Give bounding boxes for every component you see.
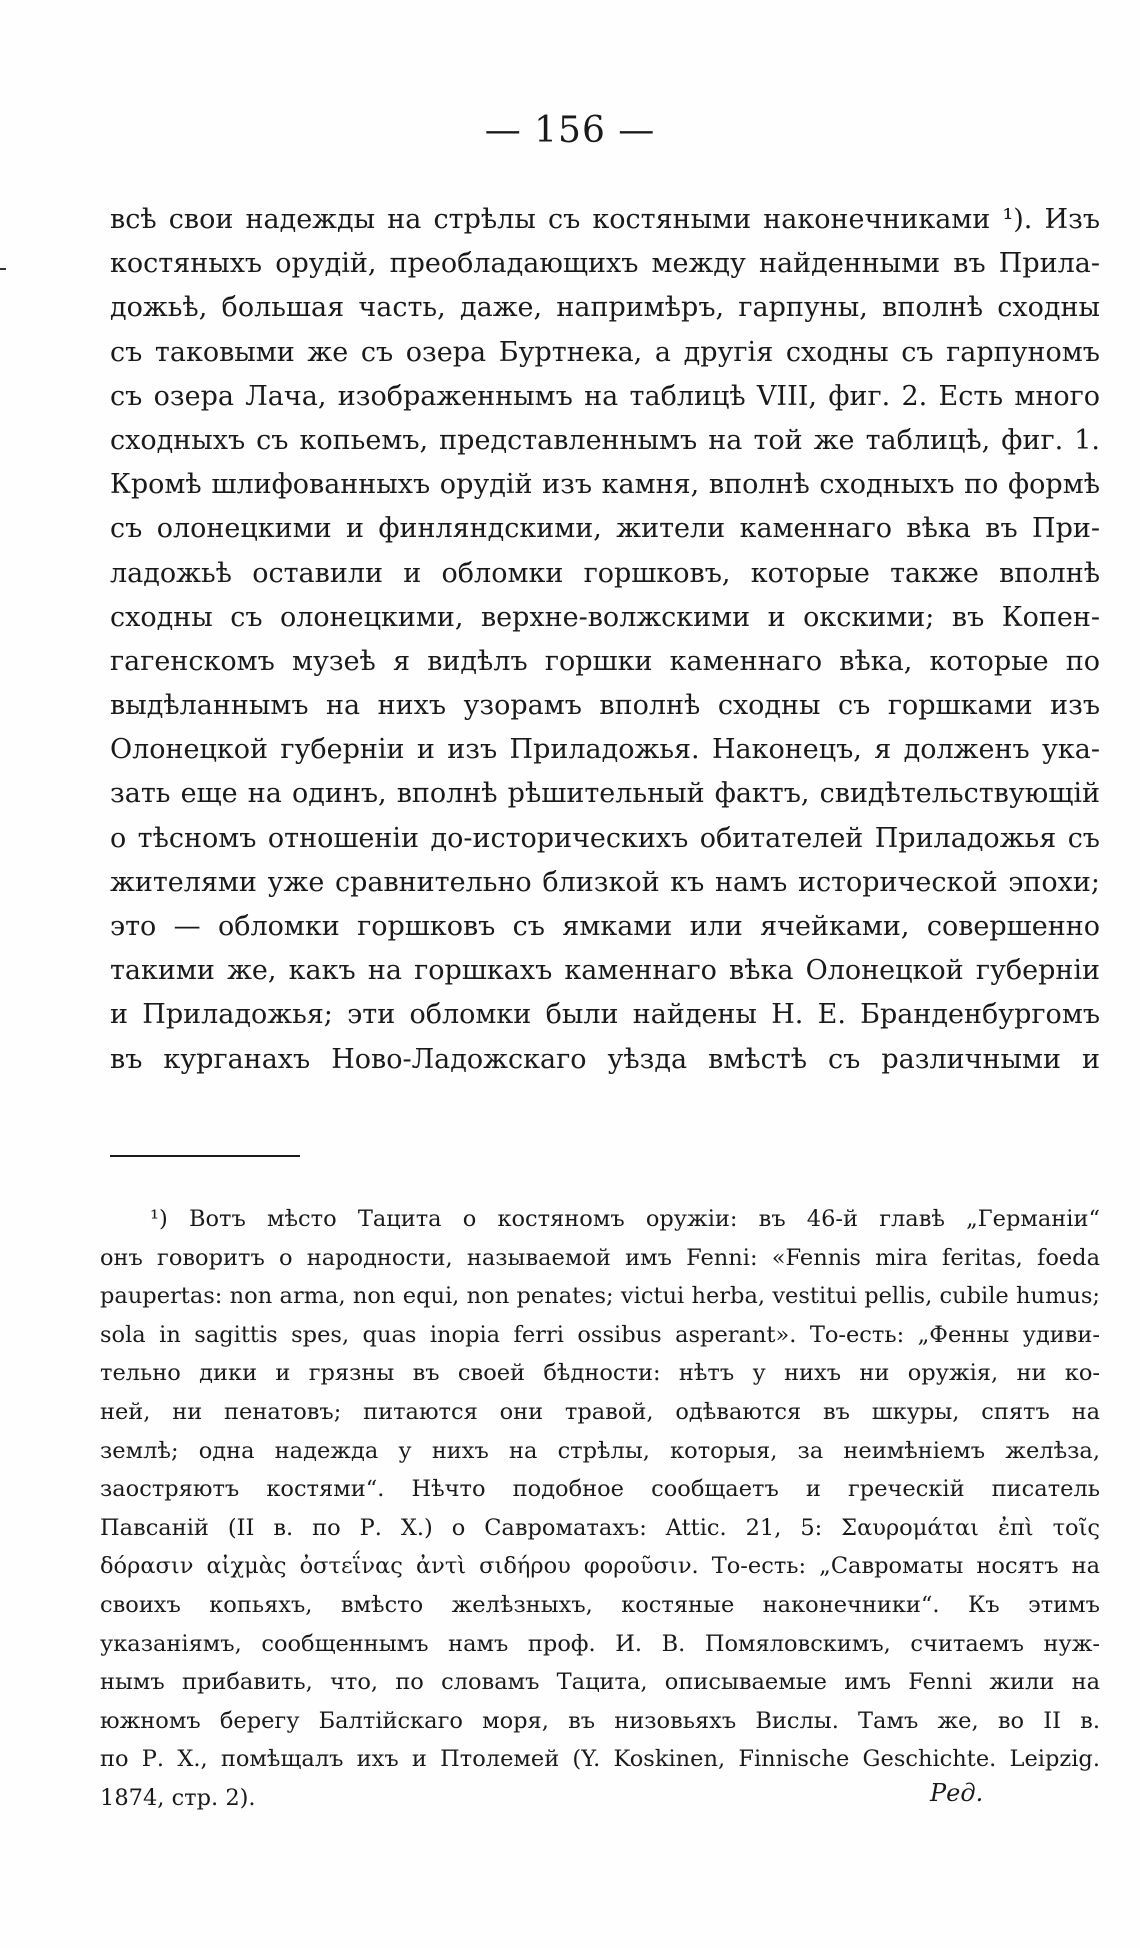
- main-text-line: Олонецкой губерніи и изъ Приладожья. Наконецъ, я долженъ ука-: [110, 734, 1100, 766]
- main-text-line: съ таковыми же съ озера Буртнека, а другія сходны съ гарпуномъ: [110, 336, 1100, 368]
- main-text-line: костяныхъ орудій, преобладающихъ между найденными въ Прила-: [110, 248, 1100, 280]
- footnote-line: южномъ берегу Балтійскаго моря, въ низовьяхъ Вислы. Тамъ же, во II в.: [100, 1707, 1100, 1734]
- footnote-line: sola in sagittis spes, quas inopia ferri ossibus asperant». То-есть: „Фенны удиви-: [100, 1321, 1100, 1348]
- main-text-line: съ олонецкими и финляндскими, жители каменнаго вѣка въ При-: [110, 513, 1100, 545]
- page-number: — 156 —: [484, 110, 656, 151]
- main-text-line: всѣ свои надежды на стрѣлы съ костяными наконечниками ¹). Изъ: [110, 204, 1100, 235]
- main-text-line: дожьѣ, большая часть, даже, напримѣръ, гарпуны, вполнѣ сходны: [110, 292, 1100, 324]
- footnote-line: онъ говоритъ о народности, называемой имъ Fenni: «Fennis mira feritas, foeda: [100, 1244, 1100, 1271]
- main-text-line: гагенскомъ музеѣ я видѣлъ горшки каменнаго вѣка, которые по: [110, 645, 1100, 677]
- footnote-line: ¹) Вотъ мѣсто Тацита о костяномъ оружіи: въ 46-й главѣ „Германіи“: [150, 1206, 1100, 1232]
- main-text-line: ладожьѣ оставили и обломки горшковъ, которые также вполнѣ: [110, 557, 1100, 589]
- footnote-line: 1874, стр. 2).: [100, 1784, 256, 1811]
- footnote-line: paupertas: non arma, non equi, non penates; victui herba, vestitui pellis, cubile humus;: [100, 1283, 1100, 1310]
- main-text-line: Кромѣ шлифованныхъ орудій изъ камня, вполнѣ сходныхъ по формѣ: [110, 469, 1100, 501]
- main-text-line: сходны съ олонецкими, верхне-волжскими и окскими; въ Копен-: [110, 601, 1100, 633]
- footnote-line: нымъ прибавить, что, по словамъ Тацита, описываемые имъ Fenni жили на: [100, 1669, 1100, 1696]
- main-text-line: такими же, какъ на горшкахъ каменнаго вѣка Олонецкой губерніи: [110, 955, 1100, 987]
- footnote-line: по Р. Х., помѣщалъ ихъ и Птолемей (Y. Koskinen, Finnische Geschichte. Leipzig.: [100, 1746, 1100, 1773]
- footnote-line: тельно дики и грязны въ своей бѣдности: нѣтъ у нихъ ни оружія, ни ко-: [100, 1360, 1100, 1387]
- main-text-line: жителями уже сравнительно близкой къ намъ исторической эпохи;: [110, 866, 1100, 898]
- footnote-block: [100, 1200, 1100, 1818]
- editor-signature: Ред.: [930, 1779, 984, 1807]
- footnote-line: Павсаній (II в. по Р. Х.) о Савроматахъ: Attic. 21, 5: Σαυρομάται ἐπὶ τοῖς: [100, 1514, 1100, 1541]
- main-text-line: и Приладожья; эти обломки были найдены Н. Е. Бранденбургомъ: [110, 999, 1100, 1031]
- footnote-line: δόρασιν αἰχμὰς ὀστεΐνας ἀντὶ σιδήρου φοροῦσιν. То-есть: „Савроматы носятъ на: [100, 1553, 1100, 1580]
- footnote-separator: [110, 1155, 300, 1157]
- footnote-line: указаніямъ, сообщеннымъ намъ проф. И. В. Помяловскимъ, считаемъ нуж-: [100, 1630, 1100, 1657]
- main-text-line: выдѣланнымъ на нихъ узорамъ вполнѣ сходны съ горшками изъ: [110, 690, 1100, 722]
- footnote-line: ней, ни пенатовъ; питаются они травой, одѣваются въ шкуры, спятъ на: [100, 1398, 1100, 1425]
- main-text-line: сходныхъ съ копьемъ, представленнымъ на той же таблицѣ, фиг. 1.: [110, 424, 1100, 456]
- main-text-line: это — обломки горшковъ съ ямками или ячейками, совершенно: [110, 911, 1100, 942]
- footnote-line: заостряютъ костями“. Нѣчто подобное сообщаетъ и греческій писатель: [100, 1476, 1100, 1503]
- scan-speck: [0, 268, 6, 270]
- footnote-line: землѣ; одна надежда у нихъ на стрѣлы, которыя, за неимѣніемъ желѣза,: [100, 1437, 1100, 1464]
- main-text-line: съ озера Лача, изображеннымъ на таблицѣ VIII, фиг. 2. Есть много: [110, 380, 1100, 412]
- main-text-line: въ курганахъ Ново-Ладожскаго уѣзда вмѣстѣ съ различными и: [110, 1043, 1100, 1075]
- main-text-line: зать еще на одинъ, вполнѣ рѣшительный фактъ, свидѣтельствующій: [110, 778, 1100, 810]
- footnote-line: своихъ копьяхъ, вмѣсто желѣзныхъ, костяные наконечники“. Къ этимъ: [100, 1591, 1100, 1618]
- main-text-line: о тѣсномъ отношеніи до-историческихъ обитателей Приладожья съ: [110, 822, 1100, 854]
- main-text-block: [110, 198, 1100, 1082]
